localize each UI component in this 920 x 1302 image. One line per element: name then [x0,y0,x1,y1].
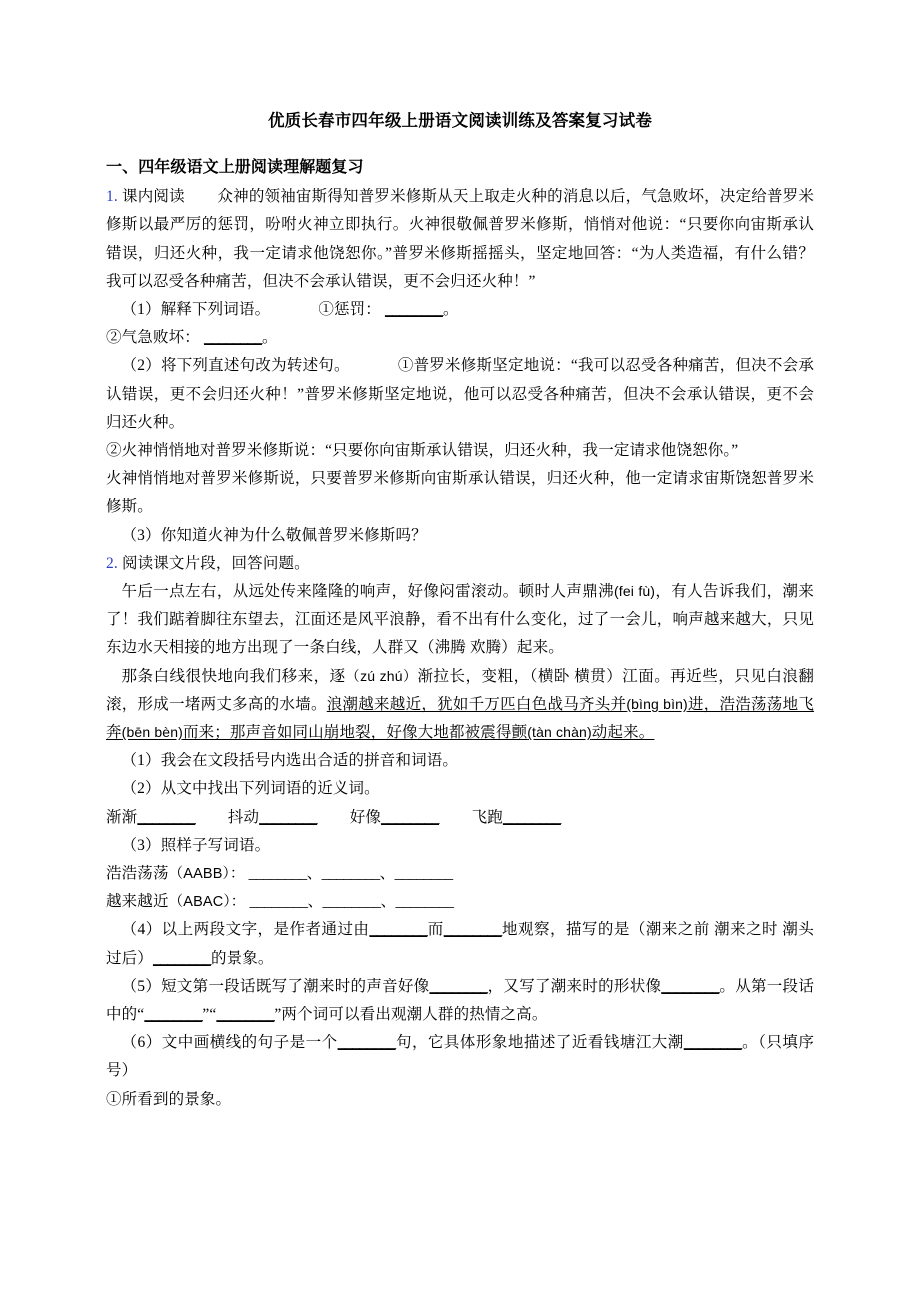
answer-blank[interactable]: ________ [384,301,443,318]
answer-blank[interactable]: ________ [661,977,720,995]
sub-1-a-text: 惩罚： [333,301,381,318]
question-1-passage [106,183,814,296]
sub-4-part-d: 的景象。 [210,949,274,967]
answer-blank[interactable]: ________ [152,949,211,967]
circled-2-icon: ② [106,442,122,460]
question-1-sub-2 [106,352,814,437]
underlined-part-c: 而来；那声音如同山崩地裂，好像大地都被震得颤 [182,724,528,742]
question-2-label: 阅读课文片段，回答问题。 [121,554,310,572]
pinyin-annotation: （zú zhú） [345,667,418,684]
answer-blank[interactable]: ________ [381,808,440,826]
passage-2-part-a: 那条白线很快地向我们移来，逐 [121,667,346,685]
answer-blank[interactable]: ________ [137,808,196,826]
answer-blank[interactable]: ________ [369,921,428,939]
pinyin-annotation: (bēn bèn) [121,724,183,741]
answer-blank[interactable]: ________ [443,921,502,939]
question-1-sub-2-b-answer: 火神悄悄地对普罗米修斯说，只要普罗米修斯向宙斯承认错误，归还火种，他一定请求宙斯饶恕普罗米修斯。 [106,470,814,516]
section-heading: 一、四年级语文上册阅读理解题复习 [106,159,364,177]
question-2-passage-2 [106,663,814,748]
answer-blank[interactable]: ________ [337,1034,396,1052]
underlined-part-d: 动起来。 [591,724,655,742]
sub-1-b-end: 。 [261,329,278,347]
answer-blank[interactable]: ________ [683,1034,742,1052]
circled-1-icon: ① [397,357,414,375]
answer-blank[interactable]: ________ [144,1006,203,1024]
synonym-word: 好像 [349,808,382,826]
circled-2-icon: ② [106,329,122,347]
synonym-item [350,809,439,826]
passage-1-part-a: 午后一点左右，从远处传来隆隆的响声，好像闷雷滚动。顿时人声鼎沸 [121,583,614,601]
question-1-sub-1 [106,296,814,324]
sub-2-label: （2）将下列直述句改为转述句。 [121,357,350,375]
synonym-word: 渐渐 [106,808,138,826]
answer-blanks[interactable]: ________、________、________ [249,893,454,911]
document-content [106,108,814,1114]
pattern-word: 越来越近 [106,893,169,911]
sub-4-part-a: （4）以上两段文字，是作者通过由 [121,921,370,939]
synonym-item [472,809,561,826]
answer-blanks[interactable]: ________、________、________ [248,865,453,883]
question-2-sub-6 [106,1029,814,1085]
answer-blank[interactable]: ________ [216,1006,275,1024]
sub-4-part-b: 而 [427,921,444,939]
pattern-word: 浩浩荡荡 [106,865,169,883]
sub-6-part-c: 。（只填序号） [106,1034,814,1080]
circled-1-icon: ① [318,301,334,318]
synonym-word: 抖动 [227,808,260,826]
question-2-sub-1: （1）我会在文段括号内选出合适的拼音和词语。 [121,752,459,770]
question-1-sub-3: （3）你知道火神为什么敬佩普罗米修斯吗？ [121,526,427,544]
question-2-sub-4 [106,916,814,972]
sub-5-part-d: ”“ [202,1006,217,1024]
sub-1-b-text: 气急败坏： [121,329,200,347]
pattern-row-aabb [106,860,814,888]
pinyin-annotation: (fei fù) [614,583,656,600]
question-2-sub-5 [106,973,814,1029]
sub-4-part-c: 地观察，描写的是（潮来之前 潮来之时 潮头过后） [106,921,815,967]
answer-blank[interactable]: ________ [429,977,488,995]
option-1-text: 所看到的景象。 [121,1090,232,1108]
question-2-passage-1 [106,578,814,663]
sub-5-part-b: ，又写了潮来时的形状像 [487,977,662,995]
sub-6-part-a: （6）文中画横线的句子是一个 [121,1034,338,1052]
question-2-sub-2: （2）从文中找出下列词语的近义词。 [121,780,380,798]
synonym-row [106,804,814,832]
answer-blank[interactable]: ________ [203,329,262,347]
sub-6-part-b: 句，它具体形象地描述了近看钱塘江大潮 [395,1034,684,1052]
sub-5-part-e: ”两个词可以看出观潮人群的热情之高。 [274,1006,548,1024]
question-1-number: 1. [106,188,118,206]
question-2-sub-6-option-1 [106,1086,814,1114]
page-title: 优质长春市四年级上册语文阅读训练及答案复习试卷 [267,111,653,130]
pinyin-annotation: (tàn chàn) [527,724,592,741]
pinyin-annotation: (bìng bìn) [626,695,688,712]
underlined-part-a: 浪潮越来越近，犹如千万匹白色战马齐头并 [326,695,627,713]
underlined-part-b: 进，浩浩荡荡地飞奔 [106,695,814,742]
sub-5-part-a: （5）短文第一段话既写了潮来时的声音好像 [121,977,430,995]
question-1-label: 课内阅读 [122,188,185,206]
question-2-label-line [106,550,814,578]
pattern-label: （ABAC）： [168,894,246,911]
question-1-sub-1-b [106,324,814,352]
question-2-number: 2. [106,554,118,572]
sub-2-a-text: 普罗米修斯坚定地说：“我可以忍受各种痛苦，但决不会承认错误，更不会归还火种！”普罗米修斯坚定地说，他可以忍受各种痛苦，但决不会承认错误，更不会归还火种。 [106,357,814,431]
question-2-sub-3: （3）照样子写词语。 [121,836,271,854]
question-1-passage-text: 众神的领袖宙斯得知普罗米修斯从天上取走火种的消息以后，气急败坏，决定给普罗米修斯以最严厉的惩罚，吩咐火神立即执行。火神很敬佩普罗米修斯，悄悄对他说：“只要你向宙斯承认错误，归还火种，我一定请求他饶恕你。”普罗米修斯摇摇头，坚定地回答：“为人类造福，有什么错？我可以忍受各种痛苦，但决不会承认错误，更不会归还火种！” [106,188,814,290]
sub-1-a-end: 。 [442,301,459,318]
sub-5-part-c: 。从第一段话中的“ [106,977,814,1024]
synonym-item [106,809,195,826]
synonym-word: 飞跑 [471,808,503,826]
synonym-item [228,809,317,826]
passage-2-part-b: 渐拉长，变粗，（横卧 横贯）江面。再近些，只见白浪翻滚，形成一堵两丈多高的水墙。 [106,667,814,713]
answer-blank[interactable]: ________ [502,808,561,826]
pattern-row-abac [106,888,814,916]
passage-1-part-b: ，有人告诉我们，潮来了！我们踮着脚往东望去，江面还是风平浪静，看不出有什么变化，过了一会儿，响声越来越大，只见东边水天相接的地方出现了一条白线，人群又（沸腾 欢腾）起来。 [106,583,814,657]
circled-1-icon: ① [106,1090,122,1108]
answer-blank[interactable]: ________ [259,808,318,826]
pattern-label: （AABB）： [168,866,245,883]
sub-1-label: （1）解释下列词语。 [121,301,271,318]
question-1-sub-2-b [106,437,814,465]
sub-2-b-text: 火神悄悄地对普罗米修斯说：“只要你向宙斯承认错误，归还火种，我一定请求他饶恕你。” [121,442,739,460]
